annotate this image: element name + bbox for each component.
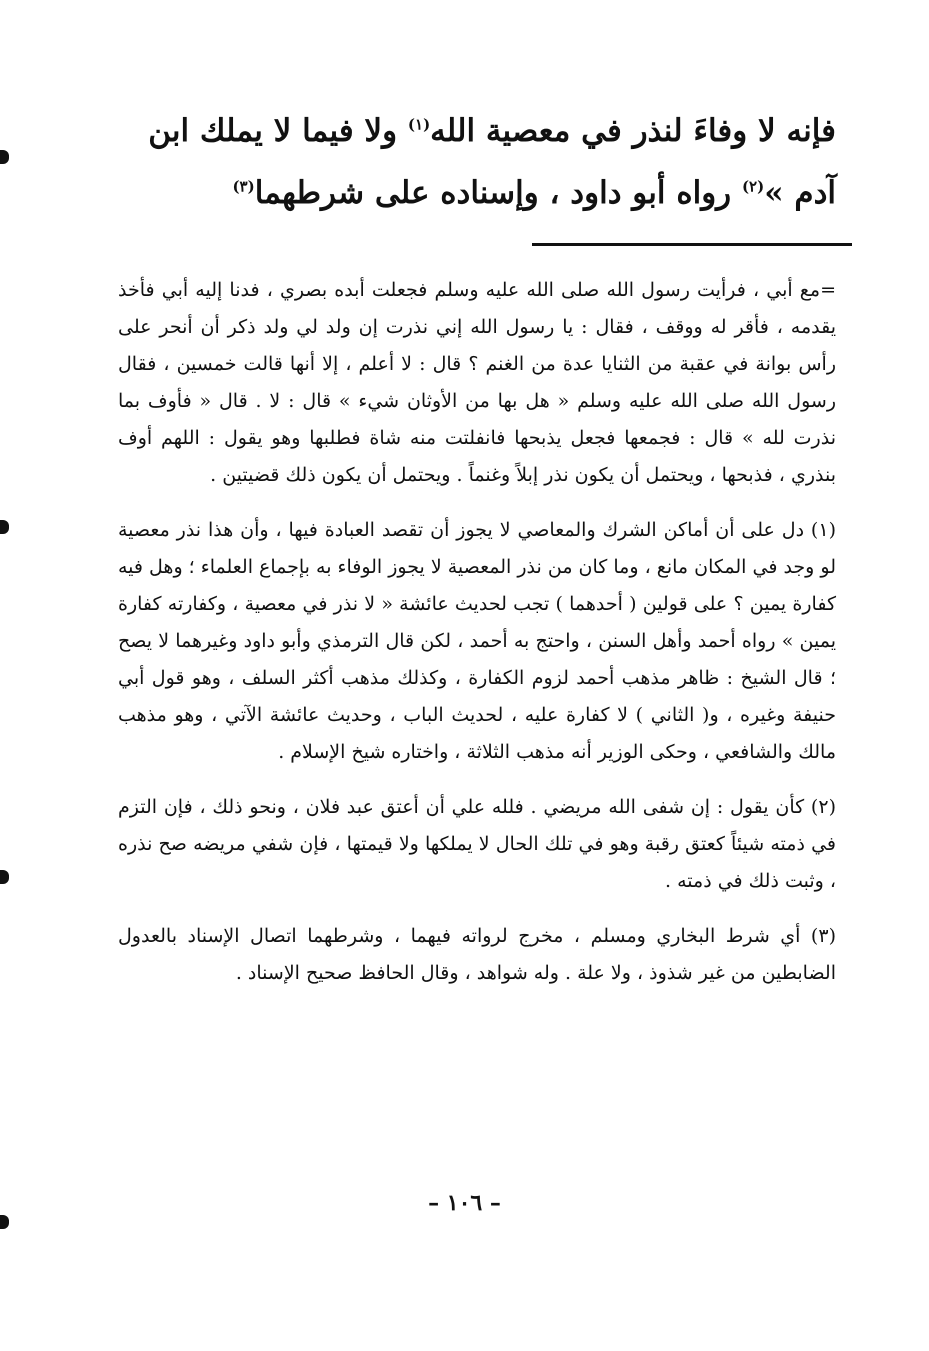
footnote-ref-1: (١) bbox=[407, 115, 431, 134]
main-text bbox=[118, 100, 836, 224]
scan-edge-mark bbox=[0, 520, 9, 534]
main-text-segment: رواه أبو داود ، وإسناده على شرطهما bbox=[254, 175, 742, 211]
footnote-separator bbox=[532, 243, 852, 246]
scan-edge-mark bbox=[0, 1215, 9, 1229]
main-text-line-1 bbox=[118, 100, 836, 162]
footnotes bbox=[118, 272, 836, 1010]
main-text-segment: فإنه لا وفاءَ لنذر في معصية الله bbox=[430, 113, 836, 149]
scan-edge-mark bbox=[0, 870, 9, 884]
footnote-ref-3: (٣) bbox=[232, 177, 255, 196]
footnote-3: (٣) أي شرط البخاري ومسلم ، مخرج لرواته فيهما ، وشرطهما اتصال الإسناد بالعدول الضابطين من غير شذوذ ، ولا علة . وله شواهد ، وقال الحافظ صحيح الإسناد . bbox=[118, 925, 836, 984]
main-text-line-2 bbox=[118, 162, 836, 224]
footnote-1: (١) دل على أن أماكن الشرك والمعاصي لا يجوز أن تقصد العبادة فيها ، وأن هذا نذر معصية لو وجد في المكان مانع ، وما كان من نذر المعصية لا يجوز الوفاء به بإجماع العلماء ؛ وهل فيه كفارة يمين ؟ على قولين ( أحدهما ) تجب لحديث عائشة « لا نذر في معصية ، وكفارته كفارة يمين » رواه أحمد وأهل السنن ، واحتج به أحمد ، لكن قال الترمذي وأبو داود وغيرهما لا يصح ؛ قال الشيخ : ظاهر مذهب أحمد لزوم الكفارة ، وكذلك مذهب أكثر السلف ، وهو قول أبي حنيفة وغيره ، و( الثاني ) لا كفارة عليه ، لحديث الباب ، وحديث عائشة الآتي ، وهو مذهب مالك والشافعي ، وحكى الوزير أنه مذهب الثلاثة ، واختاره شيخ الإسلام . bbox=[118, 519, 836, 763]
main-text-segment: آدم » bbox=[764, 175, 836, 211]
main-text-segment: ولا فيما لا يملك ابن bbox=[148, 113, 408, 149]
footnote-continuation: =مع أبي ، فرأيت رسول الله صلى الله عليه وسلم فجعلت أبده بصري ، فدنا إليه أبي فأخذ يقدمه ، فأقر له ووقف ، فقال : يا رسول الله إني نذرت إن ولد لي ولد ذكر أن أنحر على رأس بوانة في عقبة من الثنايا عدة من الغنم ؟ قال : لا أعلم ، إلا أنها قالت خمسين ، فقال رسول الله صلى الله عليه وسلم « هل بها من الأوثان شيء » قال : لا . قال « فأوف بما نذرت لله » قال : فجمعها فجعل يذبحها فانفلتت منه شاة فطلبها وهو يقول : اللهم أوف بنذري ، فذبحها ، ويحتمل أن يكون نذر إبلاً وغنماً . ويحتمل أن يكون ذلك قضيتين . bbox=[118, 279, 836, 486]
footnote-ref-2: (٢) bbox=[741, 177, 765, 196]
page-number: – ١٠٦ – bbox=[428, 1190, 501, 1216]
scan-edge-mark bbox=[0, 150, 9, 164]
footnote-2: (٢) كأن يقول : إن شفى الله مريضي . فلله علي أن أعتق عبد فلان ، ونحو ذلك ، فإن التزم في ذمته شيئاً كعتق رقبة وهو في تلك الحال لا يملكها ولا قيمتها ، فإن شفي مريضه صح نذره ، وثبت ذلك في ذمته . bbox=[118, 796, 836, 892]
